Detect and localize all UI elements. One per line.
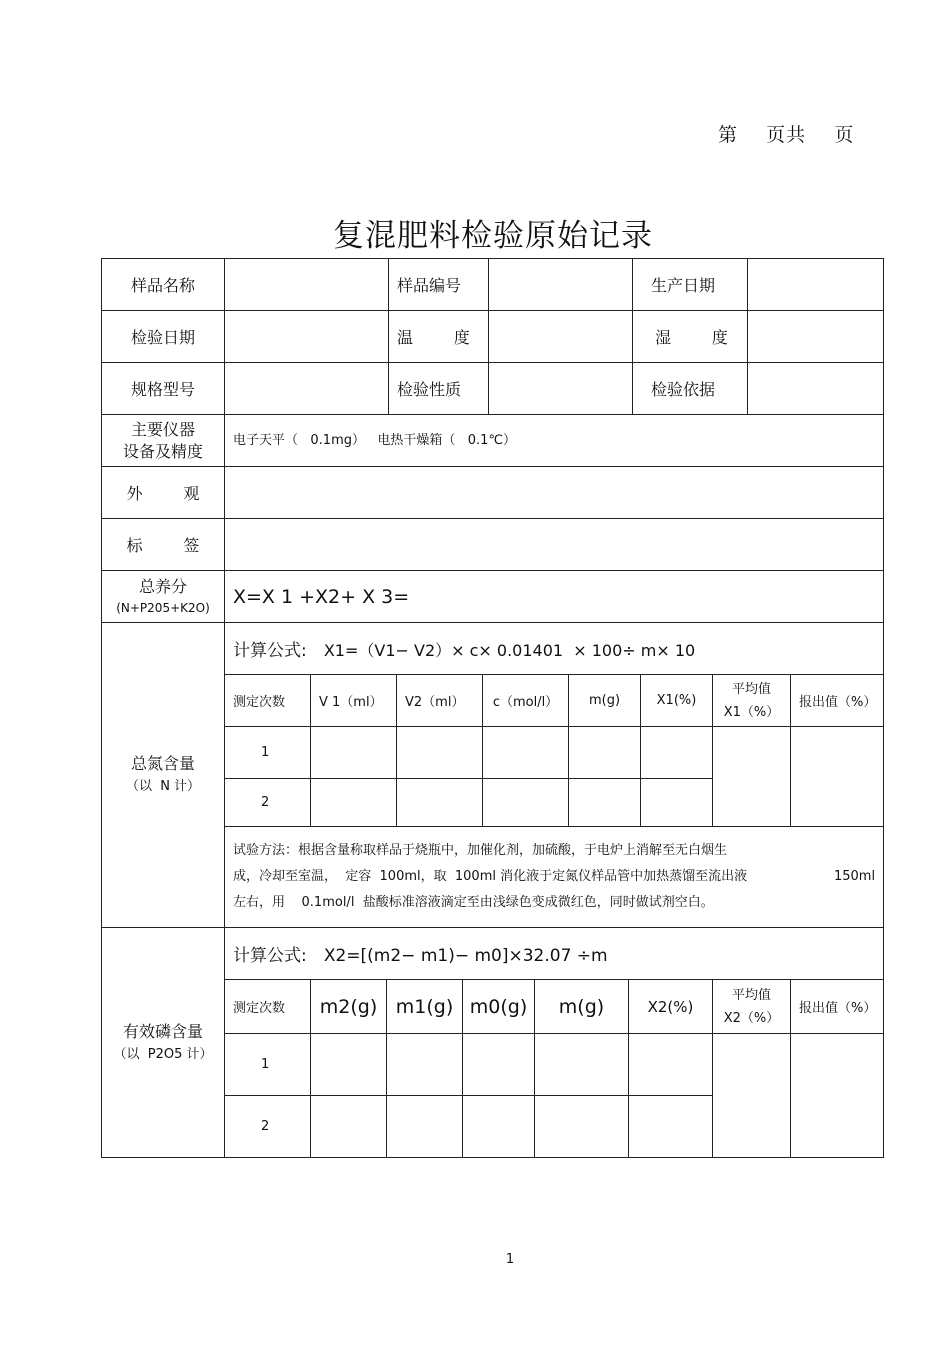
sample-name-label: 样品名称	[102, 259, 225, 311]
phosphorus-reported-field[interactable]	[791, 1034, 884, 1158]
test-nature-field[interactable]	[489, 363, 633, 415]
nitrogen-r1-m[interactable]	[569, 727, 641, 779]
nitrogen-formula: X1=（V1− V2）× c× 0.01401 × 100÷ m× 10	[323, 641, 696, 660]
test-basis-label: 检验依据	[633, 363, 748, 415]
nitrogen-sub: （以 N 计）	[125, 779, 201, 794]
phosphorus-title: 有效磷含量	[122, 1021, 203, 1041]
appearance-field[interactable]	[225, 467, 884, 519]
nitrogen-average-field[interactable]	[713, 727, 791, 827]
phosphorus-table	[101, 927, 884, 1158]
nitrogen-r2-c[interactable]	[483, 779, 569, 827]
nitrogen-header-average	[713, 675, 791, 727]
equipment-label	[102, 415, 225, 467]
page-footer-number: 1	[505, 1252, 515, 1267]
phosphorus-header-m: m(g)	[535, 980, 629, 1034]
phosphorus-formula-prefix: 计算公式:	[233, 946, 307, 966]
nitrogen-header-m: m(g)	[569, 675, 641, 727]
phosphorus-header-m2: m2(g)	[311, 980, 387, 1034]
phosphorus-header-m0: m0(g)	[463, 980, 535, 1034]
temperature-label: 温 度	[389, 311, 489, 363]
nitrogen-r1-c[interactable]	[483, 727, 569, 779]
phosphorus-row-2-label: 2	[225, 1096, 311, 1158]
nitrogen-r1-x1[interactable]	[641, 727, 713, 779]
phosphorus-header-x2: X2(%)	[629, 980, 713, 1034]
phosphorus-r2-m[interactable]	[535, 1096, 629, 1158]
production-date-label: 生产日期	[633, 259, 748, 311]
phosphorus-r1-m2[interactable]	[311, 1034, 387, 1096]
nitrogen-header-count: 测定次数	[225, 675, 311, 727]
phosphorus-r1-m[interactable]	[535, 1034, 629, 1096]
test-nature-label: 检验性质	[389, 363, 489, 415]
spec-field[interactable]	[225, 363, 389, 415]
phosphorus-section-label	[102, 928, 225, 1158]
phosphorus-r1-m0[interactable]	[463, 1034, 535, 1096]
label-check-field[interactable]	[225, 519, 884, 571]
nitrogen-method-line2	[233, 864, 875, 890]
phosphorus-r2-x2[interactable]	[629, 1096, 713, 1158]
nitrogen-row-2-label: 2	[225, 779, 311, 827]
phosphorus-formula: X2=[(m2− m1)− m0]×32.07 ÷m	[323, 946, 608, 966]
phosphorus-r2-m0[interactable]	[463, 1096, 535, 1158]
spec-label: 规格型号	[102, 363, 225, 415]
equipment-label-line2: 设备及精度	[122, 441, 203, 461]
humidity-field[interactable]	[748, 311, 884, 363]
nitrogen-r1-v2[interactable]	[397, 727, 483, 779]
production-date-field[interactable]	[748, 259, 884, 311]
nitrogen-formula-cell	[225, 623, 884, 675]
nitrogen-method-line2-text: 成，冷却至室温， 定容 100ml，取 100ml 消化液于定氮仪样品管中加热蒸馏至流出液	[233, 869, 748, 884]
nitrogen-header-reported: 报出值（%）	[791, 675, 884, 727]
page-number-header: 第 页共 页	[718, 124, 855, 146]
phosphorus-row-1-label: 1	[225, 1034, 311, 1096]
phosphorus-average-label: 平均值	[731, 987, 771, 1003]
nitrogen-section-label	[102, 623, 225, 928]
nitrogen-r2-m[interactable]	[569, 779, 641, 827]
nitrogen-formula-prefix: 计算公式:	[233, 641, 307, 661]
phosphorus-header-count: 测定次数	[225, 980, 311, 1034]
phosphorus-formula-cell	[225, 928, 884, 980]
phosphorus-r1-m1[interactable]	[387, 1034, 463, 1096]
nitrogen-r2-v2[interactable]	[397, 779, 483, 827]
phosphorus-r2-m2[interactable]	[311, 1096, 387, 1158]
equipment-label-line1: 主要仪器	[130, 419, 195, 439]
nitrogen-header-v1: V 1（ml）	[311, 675, 397, 727]
sample-no-label: 样品编号	[389, 259, 489, 311]
nitrogen-table	[101, 622, 884, 928]
phosphorus-header-reported: 报出值（%）	[791, 980, 884, 1034]
nitrogen-method-line1: 试验方法：根据含量称取样品于烧瓶中，加催化剂，加硫酸，于电炉上消解至无白烟生	[233, 843, 728, 858]
document-title: 复混肥料检验原始记录	[333, 218, 653, 254]
humidity-label: 湿 度	[633, 311, 748, 363]
total-nutrient-title: 总养分	[138, 576, 187, 596]
sample-no-field[interactable]	[489, 259, 633, 311]
nitrogen-average-label: 平均值	[731, 681, 771, 697]
nitrogen-r2-x1[interactable]	[641, 779, 713, 827]
nitrogen-r1-v1[interactable]	[311, 727, 397, 779]
nitrogen-r2-v1[interactable]	[311, 779, 397, 827]
phosphorus-average-unit: X2（%）	[723, 1010, 780, 1026]
total-nutrient-label	[102, 571, 225, 623]
phosphorus-header-average	[713, 980, 791, 1034]
phosphorus-average-field[interactable]	[713, 1034, 791, 1158]
test-basis-field[interactable]	[748, 363, 884, 415]
temperature-field[interactable]	[489, 311, 633, 363]
appearance-label: 外 观	[102, 467, 225, 519]
nitrogen-header-x1: X1(%)	[641, 675, 713, 727]
sample-name-field[interactable]	[225, 259, 389, 311]
nitrogen-header-v2: V2（ml）	[397, 675, 483, 727]
nitrogen-header-c: c（mol/l）	[483, 675, 569, 727]
nitrogen-reported-field[interactable]	[791, 727, 884, 827]
phosphorus-sub: （以 P2O5 计）	[113, 1046, 213, 1062]
total-nutrient-formula: X=X 1 +X2+ X 3=	[225, 571, 884, 623]
total-nutrient-sub: (N+P205+K2O)	[116, 600, 210, 615]
phosphorus-r2-m1[interactable]	[387, 1096, 463, 1158]
test-date-field[interactable]	[225, 311, 389, 363]
nitrogen-method-line2-volume: 150ml	[833, 869, 876, 884]
phosphorus-r1-x2[interactable]	[629, 1034, 713, 1096]
nitrogen-title: 总氮含量	[130, 754, 195, 773]
label-check-label: 标 签	[102, 519, 225, 571]
nitrogen-method	[225, 827, 884, 928]
phosphorus-header-m1: m1(g)	[387, 980, 463, 1034]
nitrogen-row-1-label: 1	[225, 727, 311, 779]
equipment-value: 电子天平（ 0.1mg） 电热干燥箱（ 0.1℃）	[225, 415, 884, 467]
nitrogen-method-line3: 左右，用 0.1mol/l 盐酸标准溶液滴定至由浅绿色变成微红色，同时做试剂空白。	[233, 895, 714, 910]
nitrogen-average-unit: X1（%）	[723, 704, 780, 720]
basic-info-table	[101, 258, 884, 623]
test-date-label: 检验日期	[102, 311, 225, 363]
